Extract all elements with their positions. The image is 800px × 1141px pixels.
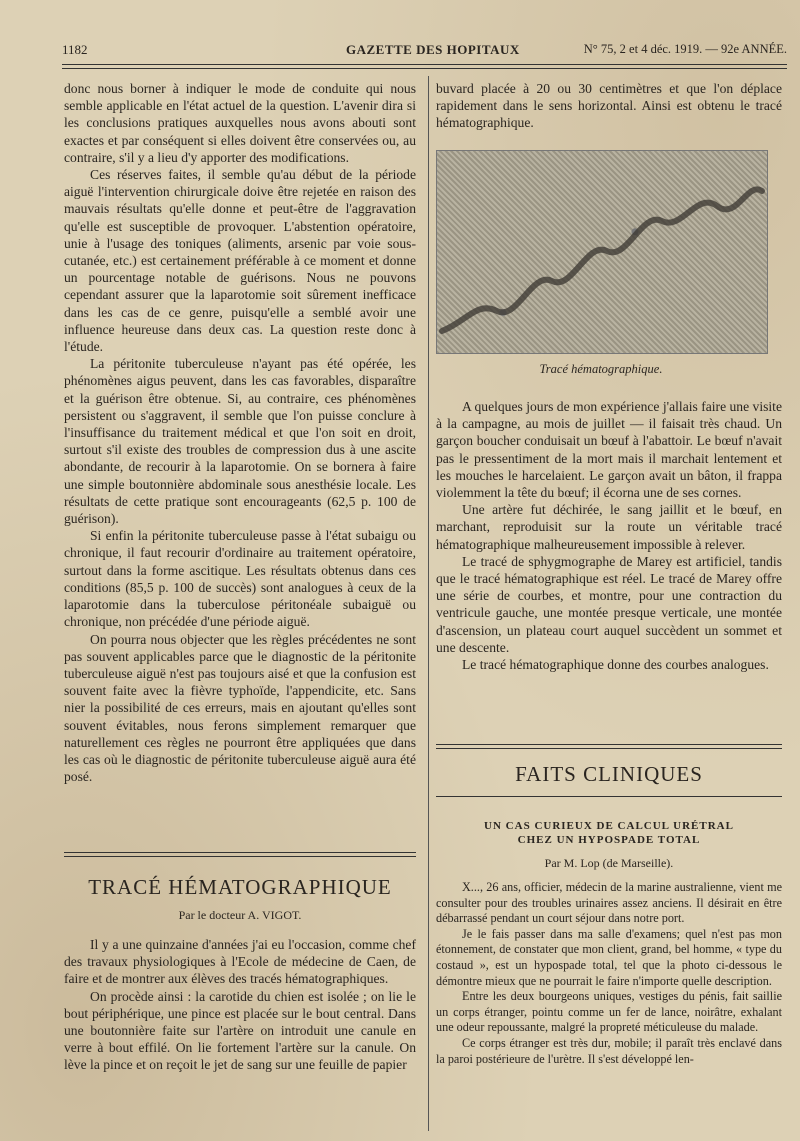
paragraph: Il y a une quinzaine d'années j'ai eu l'occasion, comme chef des travaux physiologiques à l'Ecole de médecine de Caen, de faire et de montrer aux élèves des tracés hématographiques. — [64, 937, 416, 987]
header-rule — [62, 64, 787, 65]
figure-caption: Tracé hématographique. — [539, 362, 663, 376]
case-title-line-2: CHEZ UN HYPOSPADE TOTAL — [517, 834, 701, 846]
paragraph: buvard placée à 20 ou 30 centimètres et que l'on déplace rapidement dans le sens horizontal. Ainsi est obtenu le tracé hématographique. — [436, 81, 782, 131]
article-body — [64, 936, 416, 1074]
paragraph: X..., 26 ans, officier, médecin de la marine australienne, vient me consulter pour des troubles urinaires assez anciens. Il désirait en être débarrassé pendant un court séjour dans notre port. — [436, 880, 782, 926]
case-title-line-1: UN CAS CURIEUX DE CALCUL URÉTRAL — [484, 820, 734, 832]
paragraph: La péritonite tuberculeuse n'ayant pas été opérée, les phénomènes aigus peuvent, dans les cas favorables, disparaître et la guérison être obtenue. Si, au contraire, ces phénomènes persistent ou s'aggravent, il semble que l'on puisse conclure à l'insuffisance du traitement médical et que l'on soit en droit, surtout s'il existe des troubles de compression dus à une ascite abondante, de recourir à la laparotomie. On se bornera à faire une simple boutonnière abdominale sous anesthésie locale. Les résultats de cette pratique sont encourageants (62,5 p. 100 de guérison). — [64, 356, 416, 527]
section-rule — [436, 744, 782, 745]
paragraph: Une artère fut déchirée, le sang jaillit et le bœuf, en marchant, reproduisit sur la route un véritable tracé hématographique malheureusement impossible à relever. — [436, 502, 782, 552]
paragraph: Le tracé de sphygmographe de Marey est artificiel, tandis que le tracé hématographique est réel. Le tracé de Marey offre une série de courbes, et montre, pour une contraction du ventricule gauche, une montée presque verticale, une montée d'ascension, un plateau court auquel succèdent un sommet et une descente. — [436, 553, 782, 655]
section-rule-2 — [436, 748, 782, 749]
article-author: Par le docteur A. VIGOT. — [178, 908, 302, 922]
article-title: TRACÉ HÉMATOGRAPHIQUE — [88, 875, 392, 899]
paragraph: On pourra nous objecter que les règles précédentes ne sont pas souvent applicables parce que le diagnostic de la péritonite tuberculeuse aiguë n'est pas toujours aisé et que la confusion est souvent faite avec la fièvre typhoïde, l'appendicite, etc. Sans nier la possibilité de ces erreurs, mais en ajoutant qu'elles sont souvent évitables, nous ferons simplement remarquer que naturellement ces règles ne pourront être appliquées que dans les cas où le diagnostic de péritonite tuberculeuse aiguë aura été posé. — [64, 631, 416, 785]
left-column — [64, 80, 416, 785]
hematographic-trace-figure — [436, 150, 768, 354]
journal-title: GAZETTE DES HOPITAUX — [346, 42, 520, 57]
section-rule — [64, 852, 416, 853]
section-title: FAITS CLINIQUES — [515, 762, 703, 786]
case-author: Par M. Lop (de Marseille). — [544, 856, 674, 870]
page-number: 1182 — [62, 42, 88, 57]
trace-illustration — [437, 151, 767, 353]
section-rule-3 — [436, 796, 782, 797]
paragraph: A quelques jours de mon expérience j'allais faire une visite à la campagne, au mois de juillet — il faisait très chaud. Un garçon boucher conduisait un bœuf à l'abattoir. Le bœuf n'avait pas le pressentiment de la mort mais il marchait lentement et les mouches le harcelaient. Le garçon avait un bâton, il frappa violemment la tête du bœuf; il écorna une de ses cornes. — [436, 399, 782, 501]
paragraph: Ce corps étranger est très dur, mobile; il paraît très enclavé dans la paroi postérieure de l'urètre. Il s'est développé len- — [436, 1035, 782, 1066]
paragraph: donc nous borner à indiquer le mode de conduite qui nous semble applicable en l'état actuel de la question. L'avenir dira si les conclusions pratiques auxquelles nous avons abouti sont exactes et par conséquent si elles doivent être conservées ou, au contraire, s'il y a lieu d'y apporter des modifications. — [64, 81, 416, 165]
paragraph: On procède ainsi : la carotide du chien est isolée ; on lie le bout périphérique, une pince est placée sur le bout central. Dans une boutonnière faite sur l'artère on introduit une canule en verre à bout effilé. On lie fortement l'artère sur la canule. On lève la pince et on reçoit le jet de sang sur une feuille de papier — [64, 988, 416, 1073]
paragraph: Je le fais passer dans ma salle d'examens; quel n'est pas mon étonnement, de constater que mon client, grand, bel homme, « type du costaud », est un hypospade total, tel que la photo ci-dessous le démontre mieux que ne pourrait le faire n'importe quelle description. — [436, 926, 782, 988]
header-rule-2 — [62, 68, 787, 69]
issue-info: N° 75, 2 et 4 déc. 1919. — 92e ANNÉE. — [583, 42, 787, 56]
right-column-top — [436, 80, 782, 132]
section-rule-2 — [64, 856, 416, 857]
case-body — [436, 880, 782, 1067]
column-divider — [428, 76, 429, 1131]
paragraph: Le tracé hématographique donne des courbes analogues. — [462, 657, 769, 673]
right-column-body — [436, 398, 782, 673]
paragraph: Ces réserves faites, il semble qu'au début de la période aiguë l'intervention chirurgicale doive être rejetée en raison des mauvais résultats qu'elle donne et peut-être de l'aggravation qu'elle est susceptible de provoquer. L'abstention opératoire, unie à l'usage des toniques (aliments, arsenic par voie sous-cutanée, etc.) est certainement préférable à ce moment et donne un pourcentage notable de guérisons. Nous ne pouvons cependant assurer que la laparotomie soit sûrement inefficace dans les cas de ce genre, puisqu'elle a semblé avoir une influence heureuse dans deux cas. La question reste donc à l'étude. — [64, 167, 416, 355]
page-header — [62, 42, 787, 62]
paragraph: Si enfin la péritonite tuberculeuse passe à l'état subaigu ou chronique, il faut recourir d'ordinaire au traitement opératoire, surtout dans la forme ascitique. Les résultats obtenus dans ces conditions (85,5 p. 100 de succès) sont analogues à ceux de la laparotomie dans la tuberculose péritonéale subaiguë ou chronique, non précédée d'une période aiguë. — [64, 528, 416, 630]
paragraph: Entre les deux bourgeons uniques, vestiges du pénis, fait saillie un corps étranger, pointu comme un fer de lance, noirâtre, exhalant une odeur repoussante, malgré la propreté méticuleuse du malade. — [436, 989, 782, 1035]
